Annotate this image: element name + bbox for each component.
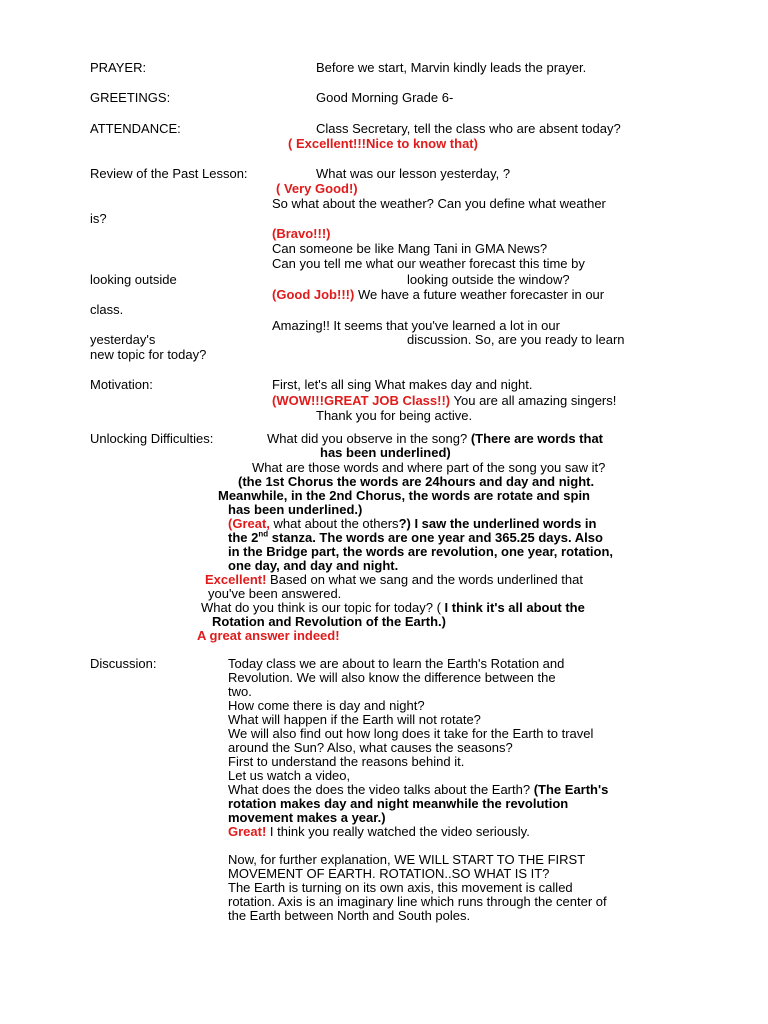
motivation-text: First, let's all sing What makes day and night. [272, 377, 533, 392]
unlocking-answer-4a: I think it's all about the [444, 600, 585, 615]
discussion-line-7: around the Sun? Also, what causes the seasons? [228, 740, 513, 755]
unlocking-answer-1: (There are words that [470, 431, 604, 446]
unlocking-answer-3b-post: stanza. The words are one year and 365.25 days. Also [271, 530, 603, 545]
attendance-label: ATTENDANCE: [90, 121, 181, 136]
discussion-label: Discussion: [90, 656, 157, 671]
unlocking-label: Unlocking Difficulties: [90, 431, 214, 446]
discussion-praise: Great! [228, 824, 267, 839]
unlocking-answer-3b-sup: nd [258, 529, 269, 539]
discussion-question-video: What does the does the video talks about the Earth? [228, 782, 531, 797]
discussion-paragraph-2: MOVEMENT OF EARTH. ROTATION..SO WHAT IS IT? [228, 866, 550, 881]
review-question-1: What was our lesson yesterday, ? [316, 166, 511, 181]
discussion-line-1: Today class we are about to learn the Earth's Rotation and [228, 656, 565, 671]
review-praise-2: (Bravo!!!) [272, 226, 331, 241]
review-question-4: Can you tell me what our weather forecast this time by [272, 256, 585, 271]
discussion-line-6: We will also find out how long does it take for the Earth to travel [228, 726, 594, 741]
unlocking-comment-line [205, 572, 583, 587]
unlocking-question-1: What did you observe in the song? [267, 431, 468, 446]
review-question-4-left: looking outside [90, 272, 177, 287]
discussion-line-10 [228, 782, 608, 797]
prayer-label: PRAYER: [90, 60, 147, 75]
review-comment-6-right: discussion. So, are you ready to learn [407, 332, 625, 347]
unlocking-comment-1b: you've been answered. [208, 586, 342, 601]
discussion-line-8: First to understand the reasons behind it. [228, 754, 465, 769]
unlocking-question-4-line [201, 600, 585, 615]
discussion-answer-1b: rotation makes day and night meanwhile the revolution [228, 796, 569, 811]
prayer-text: Before we start, Marvin kindly leads the prayer. [316, 60, 587, 75]
motivation-label: Motivation: [90, 377, 153, 392]
unlocking-question-1-line [267, 431, 603, 446]
discussion-line-11 [228, 824, 530, 839]
review-comment-6-left: yesterday's [90, 332, 156, 347]
review-question-2: So what about the weather? Can you define what weather [272, 196, 606, 211]
unlocking-praise-1: (Great, [228, 516, 270, 531]
discussion-paragraph-3: The Earth is turning on its own axis, this movement is called [228, 880, 573, 895]
unlocking-answer-3b-pre: the 2 [228, 530, 259, 545]
discussion-paragraph-1: Now, for further explanation, WE WILL START TO THE FIRST [228, 852, 586, 867]
review-praise-3-line [272, 287, 604, 302]
attendance-text: Class Secretary, tell the class who are absent today? [316, 121, 621, 136]
review-question-4-right: looking outside the window? [407, 272, 570, 287]
unlocking-answer-2a: (the 1st Chorus the words are 24hours and day and night. [238, 474, 595, 489]
discussion-answer-1a: (The Earth's [533, 782, 609, 797]
discussion-line-5: What will happen if the Earth will not rotate? [228, 712, 481, 727]
motivation-praise-line [272, 393, 616, 408]
discussion-answer-1c: movement makes a year.) [228, 810, 386, 825]
unlocking-praise-3: A great answer indeed! [197, 628, 340, 643]
unlocking-answer-3b-line [228, 530, 603, 545]
discussion-line-4: How come there is day and night? [228, 698, 425, 713]
discussion-line-9: Let us watch a video, [228, 768, 351, 783]
review-praise-3: (Good Job!!!) [272, 287, 355, 302]
unlocking-answer-2c: has been underlined.) [228, 502, 363, 517]
unlocking-answer-3a: ?) I saw the underlined words in [398, 516, 597, 531]
unlocking-answer-3c: in the Bridge part, the words are revolution, one year, rotation, [228, 544, 614, 559]
unlocking-question-4: What do you think is our topic for today? ( [201, 600, 441, 615]
discussion-line-2: Revolution. We will also know the difference between the [228, 670, 556, 685]
unlocking-question-3: what about the others [273, 516, 399, 531]
discussion-paragraph-5: the Earth between North and South poles. [228, 908, 471, 923]
unlocking-answer-3-line [228, 516, 596, 531]
review-comment-5: We have a future weather forecaster in our [357, 287, 605, 302]
review-comment-6-wrap: new topic for today? [90, 347, 207, 362]
discussion-paragraph-4: rotation. Axis is an imaginary line which runs through the center of [228, 894, 607, 909]
motivation-praise: (WOW!!!GREAT JOB Class!!) [272, 393, 451, 408]
unlocking-answer-3d: one day, and day and night. [228, 558, 399, 573]
review-question-2-wrap: is? [90, 211, 107, 226]
attendance-praise: ( Excellent!!!Nice to know that) [288, 136, 478, 151]
discussion-comment: I think you really watched the video seriously. [269, 824, 530, 839]
review-question-3: Can someone be like Mang Tani in GMA News? [272, 241, 548, 256]
unlocking-answer-1-wrap: has been underlined) [320, 445, 451, 460]
unlocking-question-2: What are those words and where part of the song you saw it? [252, 460, 606, 475]
review-praise-1: ( Very Good!) [276, 181, 358, 196]
review-comment-5-wrap: class. [90, 302, 124, 317]
discussion-line-3: two. [228, 684, 252, 699]
greetings-label: GREETINGS: [90, 90, 171, 105]
unlocking-praise-2: Excellent! [205, 572, 267, 587]
unlocking-answer-2b: Meanwhile, in the 2nd Chorus, the words are rotate and spin [218, 488, 590, 503]
unlocking-answer-4b: Rotation and Revolution of the Earth.) [212, 614, 446, 629]
greetings-text: Good Morning Grade 6- [316, 90, 454, 105]
motivation-praise-rest: You are all amazing singers! [453, 393, 617, 408]
motivation-thanks: Thank you for being active. [316, 408, 473, 423]
unlocking-comment-1a: Based on what we sang and the words underlined that [270, 572, 583, 587]
review-comment-6: Amazing!! It seems that you've learned a lot in our [272, 318, 560, 333]
review-label: Review of the Past Lesson: [90, 166, 248, 181]
